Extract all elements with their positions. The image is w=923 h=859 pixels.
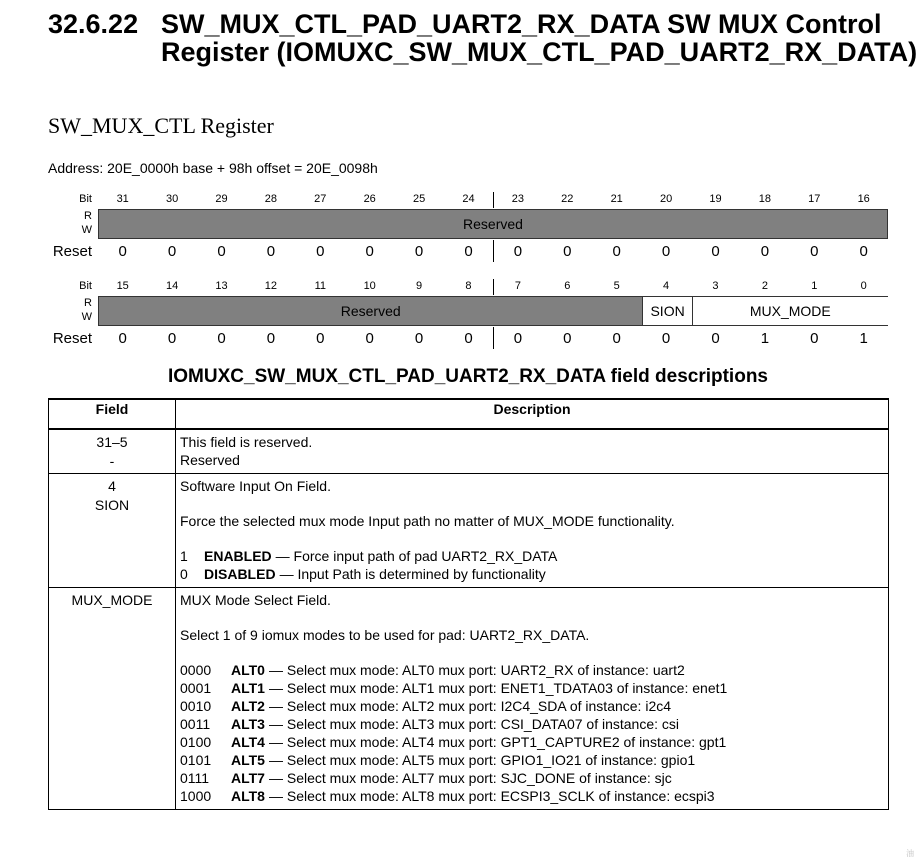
bit-number: 0	[860, 280, 867, 292]
option-item	[180, 787, 884, 805]
reset-value: 0	[118, 243, 127, 260]
option-text: — Select mux mode: ALT1 mux port: ENET1_TDATA03 of instance: enet1	[268, 680, 728, 696]
option-item	[180, 769, 884, 787]
bit-number: 13	[215, 280, 228, 292]
bit-number: 16	[857, 193, 870, 205]
reset-value: 0	[612, 330, 621, 347]
option-text: — Select mux mode: ALT4 mux port: GPT1_CAPTURE2 of instance: gpt1	[268, 734, 727, 750]
option-item	[180, 697, 884, 715]
reset-value: 0	[217, 243, 226, 260]
bit-number: 24	[462, 193, 475, 205]
option-code: 0101	[180, 752, 212, 768]
option-code: 0111	[180, 770, 210, 786]
reset-value: 0	[810, 330, 819, 347]
option-item	[180, 661, 884, 679]
reset-value: 0	[316, 243, 325, 260]
bit-number: 15	[116, 280, 129, 292]
bit-number: 12	[264, 280, 277, 292]
option-name: ALT7	[231, 770, 265, 786]
field-descriptions-table	[48, 398, 889, 810]
option-text: — Select mux mode: ALT7 mux port: SJC_DONE of instance: sjc	[268, 770, 672, 786]
option-name: ALT3	[231, 716, 265, 732]
reset-value: 0	[217, 330, 226, 347]
table-header-row	[49, 399, 889, 429]
byte-divider	[493, 240, 494, 262]
reset-value: 0	[316, 330, 325, 347]
description-cell	[176, 429, 889, 474]
option-item	[180, 733, 884, 751]
description-summary: Software Input On Field.	[180, 478, 331, 494]
bit-number: 22	[561, 193, 574, 205]
option-item	[180, 565, 884, 583]
description-summary: MUX Mode Select Field.	[180, 592, 331, 608]
bit-number: 9	[416, 280, 423, 292]
option-item	[180, 679, 884, 697]
field-reserved: Reserved	[463, 216, 523, 232]
reset-value: 0	[464, 330, 473, 347]
option-text: — Select mux mode: ALT8 mux port: ECSPI3_SCLK of instance: ecspi3	[268, 788, 715, 804]
field-cell	[49, 429, 176, 474]
description-cell	[176, 474, 889, 588]
reset-value: 0	[365, 330, 374, 347]
bit-number: 8	[465, 280, 472, 292]
bit-number: 14	[165, 280, 179, 292]
section-number: 32.6.22	[48, 9, 139, 39]
description-cell	[176, 588, 889, 810]
field-table-title: IOMUXC_SW_MUX_CTL_PAD_UART2_RX_DATA field descriptions	[168, 366, 768, 387]
reset-value: 0	[513, 243, 523, 260]
field-cell	[49, 588, 176, 810]
option-text: — Select mux mode: ALT2 mux port: I2C4_SDA of instance: i2c4	[268, 698, 672, 714]
field-name: MUX_MODE	[71, 592, 153, 608]
description-detail: Force the selected mux mode Input path no matter of MUX_MODE functionality.	[180, 513, 675, 529]
option-name: ALT4	[231, 734, 265, 750]
field-bits: 4	[108, 478, 116, 494]
section-title: SW_MUX_CTL_PAD_UART2_RX_DATA SW MUX Control Register (IOMUXC_SW_MUX_CTL_PAD_UART2_RX_DATA)	[161, 9, 918, 67]
reset-value: 0	[118, 330, 127, 347]
bit-number: 7	[514, 280, 521, 292]
option-name: ALT8	[231, 788, 265, 804]
description-text: Reserved	[180, 452, 240, 468]
register-diagram-lower	[48, 279, 890, 351]
option-name: DISABLED	[204, 566, 276, 582]
option-name: ALT2	[231, 698, 265, 714]
reset-label: Reset	[52, 330, 92, 347]
reset-value: 0	[661, 243, 671, 260]
reset-value: 0	[513, 330, 523, 347]
field-cell	[49, 474, 176, 588]
bit-number: 27	[314, 193, 327, 205]
bit-number: 26	[363, 193, 376, 205]
bit-number: 10	[363, 280, 376, 292]
option-text: — Select mux mode: ALT0 mux port: UART2_RX of instance: uart2	[268, 662, 685, 678]
reset-value: 0	[760, 243, 770, 260]
reset-value: 1	[859, 330, 868, 347]
bit-number: 23	[511, 193, 524, 205]
register-diagram-upper	[48, 192, 890, 262]
bit-number: 2	[761, 280, 768, 292]
field-bits: 31–5	[96, 434, 128, 450]
write-label: W	[81, 311, 92, 323]
reset-value: 0	[167, 330, 177, 347]
field-sion: SION	[642, 297, 691, 325]
reset-label: Reset	[52, 243, 92, 260]
table-row	[49, 588, 889, 810]
bit-number: 31	[116, 193, 129, 205]
option-code: 0010	[180, 698, 212, 714]
bit-number: 21	[610, 193, 623, 205]
option-text: — Input Path is determined by functionality	[279, 566, 546, 582]
table-row	[49, 429, 889, 474]
bit-number: 6	[564, 280, 571, 292]
table-row	[49, 474, 889, 588]
register-bar-lower	[98, 296, 888, 326]
reset-value: 0	[266, 243, 276, 260]
field-name: SION	[94, 497, 130, 513]
option-name: ENABLED	[204, 548, 272, 564]
bit-number: 30	[165, 193, 179, 205]
watermark: 油	[906, 849, 914, 858]
bit-number: 11	[314, 280, 326, 292]
option-name: ALT1	[231, 680, 265, 696]
field-name: -	[109, 453, 115, 469]
reset-value: 0	[612, 243, 621, 260]
reset-value: 0	[563, 243, 572, 260]
bit-number: 5	[613, 280, 620, 292]
bit-number: 3	[712, 280, 719, 292]
description-text: This field is reserved.	[180, 434, 313, 450]
option-text: — Select mux mode: ALT3 mux port: CSI_DATA07 of instance: csi	[268, 716, 680, 732]
bit-number: 1	[811, 280, 818, 292]
bit-number: 19	[709, 193, 722, 205]
reset-value: 0	[414, 330, 424, 347]
option-name: ALT0	[231, 662, 265, 678]
reset-value: 0	[711, 243, 720, 260]
option-code: 0001	[180, 680, 212, 696]
option-code: 1	[180, 548, 188, 564]
reset-value: 0	[266, 330, 276, 347]
option-code: 1000	[180, 788, 212, 804]
bit-number: 4	[663, 280, 670, 292]
column-header-description: Description	[176, 399, 889, 429]
option-item	[180, 715, 884, 733]
register-address: Address: 20E_0000h base + 98h offset = 20E_0098h	[48, 160, 378, 176]
bit-number: 25	[412, 193, 426, 205]
reset-value: 0	[464, 243, 473, 260]
reset-value: 0	[810, 243, 819, 260]
option-code: 0100	[180, 734, 212, 750]
write-label: W	[81, 224, 92, 236]
reset-value: 0	[661, 330, 671, 347]
register-bar-upper	[98, 209, 888, 239]
reset-value: 0	[563, 330, 572, 347]
byte-divider	[493, 279, 494, 295]
bit-number: 18	[758, 193, 771, 205]
option-text: — Force input path of pad UART2_RX_DATA	[275, 548, 558, 564]
option-item	[180, 751, 884, 769]
option-name: ALT5	[231, 752, 265, 768]
bit-number: 29	[215, 193, 228, 205]
description-detail: Select 1 of 9 iomux modes to be used for pad: UART2_RX_DATA.	[180, 627, 590, 643]
option-code: 0000	[180, 662, 212, 678]
byte-divider	[493, 327, 494, 349]
reset-value: 0	[711, 330, 720, 347]
reset-value: 0	[859, 243, 868, 260]
bit-number: 20	[659, 193, 673, 205]
reset-value: 0	[167, 243, 177, 260]
field-mux-mode: MUX_MODE	[692, 297, 888, 325]
option-code: 0	[180, 566, 188, 582]
register-subtitle: SW_MUX_CTL Register	[48, 113, 274, 138]
byte-divider	[493, 192, 494, 208]
bit-number: 28	[264, 193, 277, 205]
reset-value: 0	[414, 243, 424, 260]
read-label: R	[84, 297, 92, 309]
option-code: 0011	[180, 716, 211, 732]
bit-label: Bit	[79, 280, 92, 292]
option-text: — Select mux mode: ALT5 mux port: GPIO1_IO21 of instance: gpio1	[268, 752, 696, 768]
column-header-field: Field	[49, 399, 176, 429]
option-item	[180, 547, 884, 565]
bit-number: 17	[808, 193, 821, 205]
reset-value: 1	[760, 330, 770, 347]
reset-value: 0	[365, 243, 374, 260]
read-label: R	[84, 210, 92, 222]
field-reserved: Reserved	[99, 297, 642, 325]
bit-label: Bit	[79, 193, 92, 205]
